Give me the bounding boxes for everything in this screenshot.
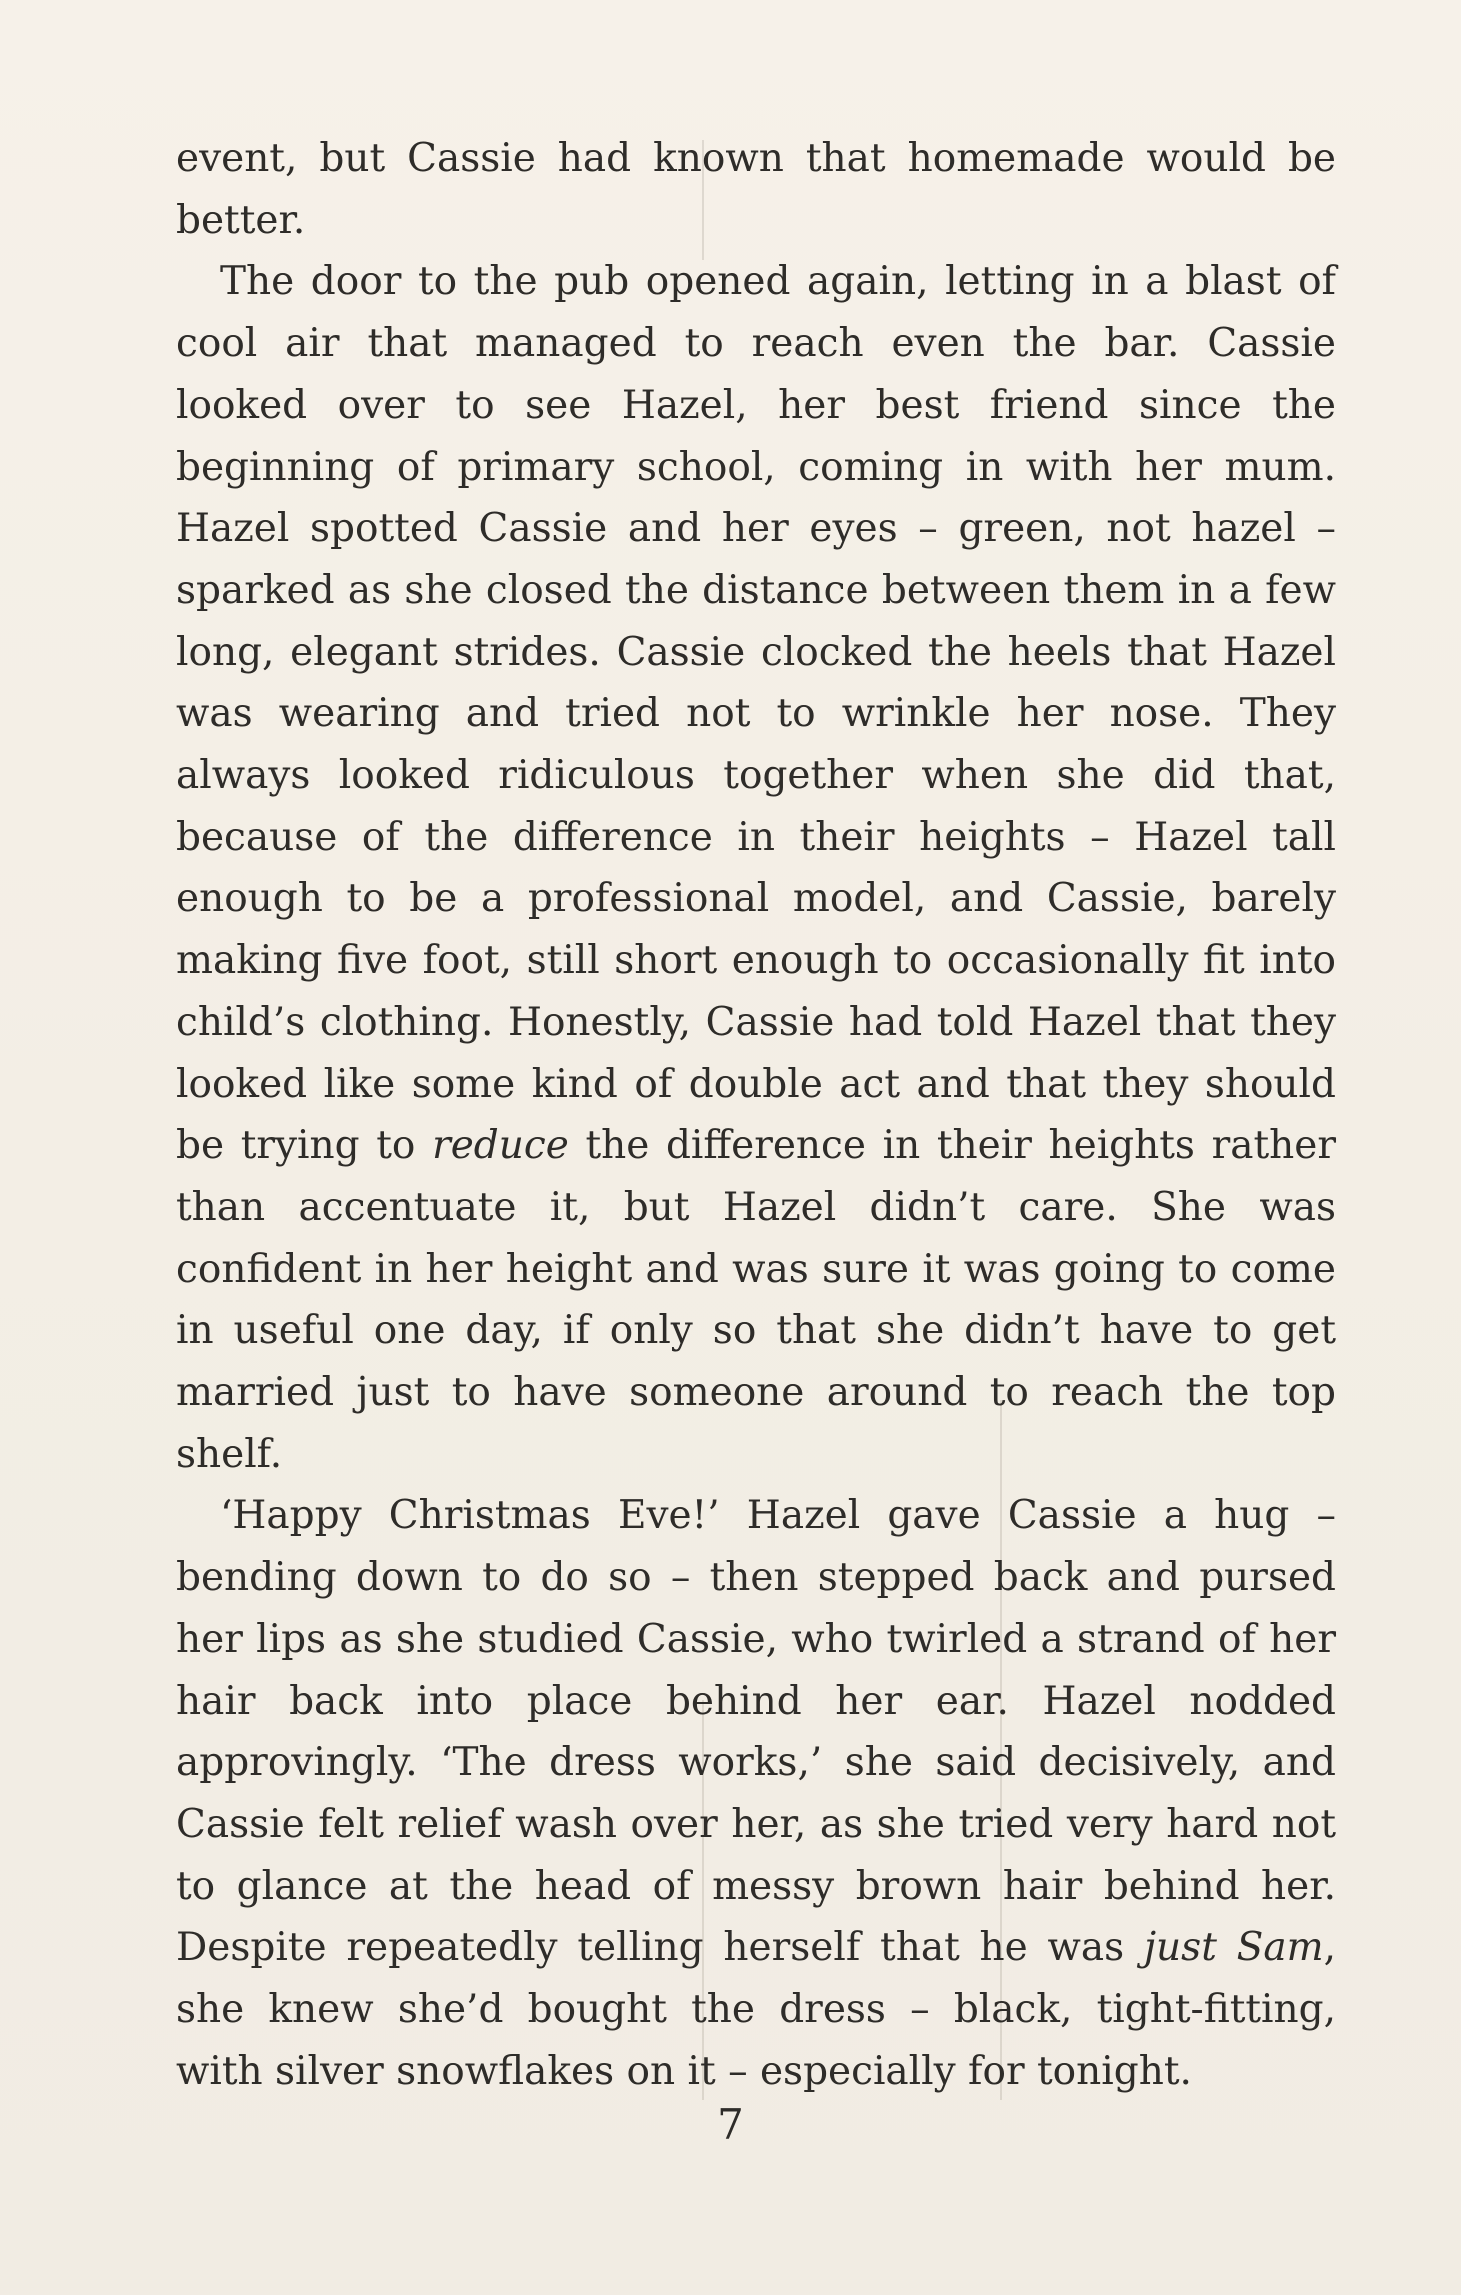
text-segment: ‘Happy Christmas Eve!’ Hazel gave Cassie a hug – bending down to do so – then stepped back and pursed her lips as she studied Cassie, who twirled a strand of her hair back into place behind her ear. Hazel nodded approvingly. ‘The dress works,’ she said decisively, and Cassie felt relief wash over her, as she tried very hard not to glance at the head of messy brown hair behind her. Despite repeatedly telling herself that he was (176, 1493, 1336, 1971)
paragraph-1 (176, 128, 1336, 251)
text-segment: event, but Cassie had known that homemade would be better. (176, 136, 1336, 243)
paragraph-3 (176, 1485, 1336, 2102)
text-segment: , she knew she’d bought the dress – black, tight-fitting, with silver snowflakes on it – especially for tonight. (176, 1925, 1337, 2094)
italic-text: reduce (432, 1123, 569, 1169)
paragraph-2 (176, 251, 1336, 1485)
text-segment: The door to the pub opened again, letting in a blast of cool air that managed to reach even the bar. Cassie looked over to see Hazel, her best friend since the beginning of primary school, coming in with her mum. Hazel spotted Cassie and her eyes – green, not hazel – sparked as she closed the distance between them in a few long, elegant strides. Cassie clocked the heels that Hazel was wearing and tried not to wrinkle her nose. They always looked ridiculous together when she did that, because of the difference in their heights – Hazel tall enough to be a professional model, and Cassie, barely making five foot, still short enough to occasionally fit into child’s clothing. Honestly, Cassie had told Hazel that they looked like some kind of double act and that they should be trying to (176, 259, 1336, 1169)
page-number: 7 (717, 2100, 744, 2149)
body-text (176, 128, 1336, 2103)
text-segment: the difference in their heights rather than accentuate it, but Hazel didn’t care. She was confident in her height and was sure it was going to come in useful one day, if only so that she didn’t have to get married just to have someone around to reach the top shelf. (176, 1123, 1336, 1477)
italic-text: just Sam (1143, 1925, 1324, 1971)
